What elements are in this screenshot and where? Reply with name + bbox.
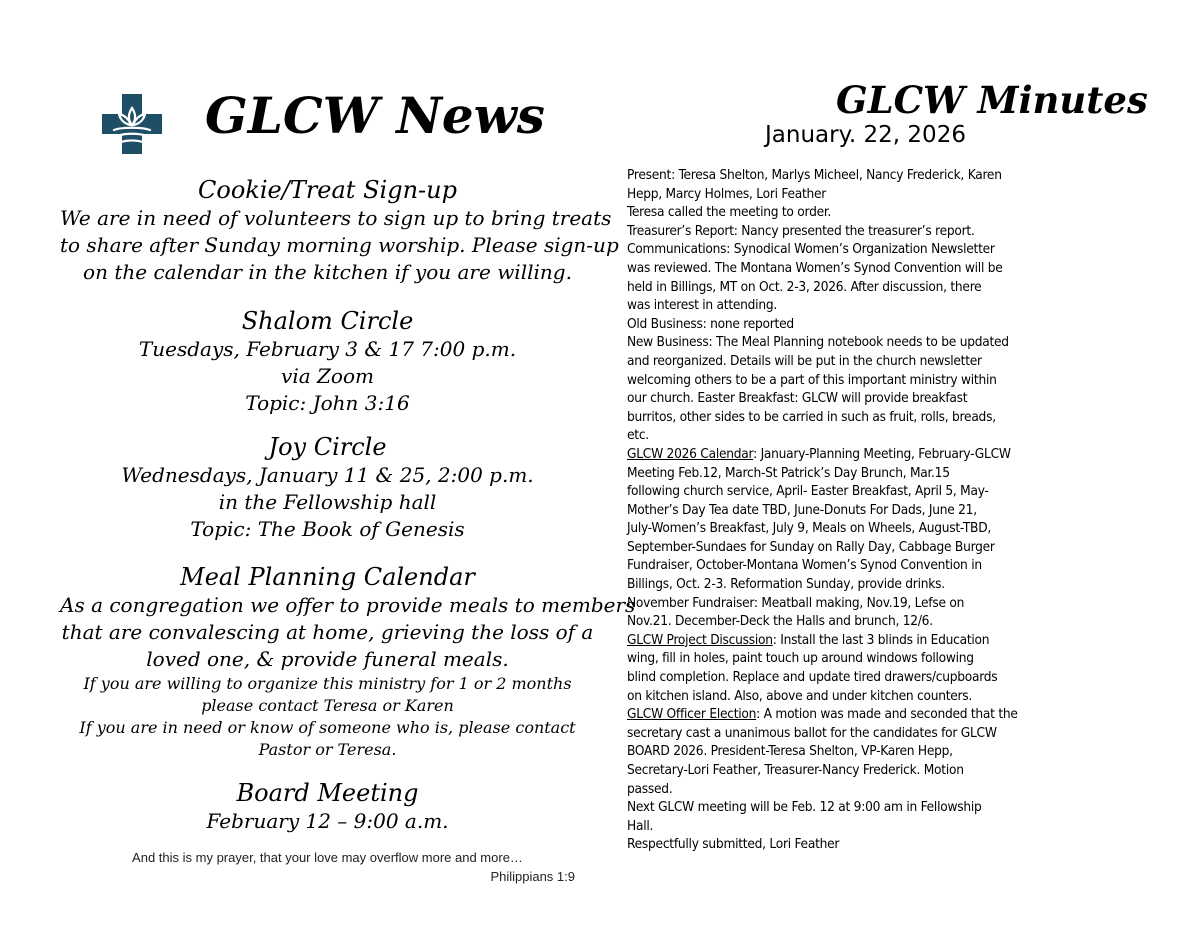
minutes-line: and reorganized. Details will be put in the church newsletter — [627, 352, 982, 369]
minutes-line: Old Business: none reported — [627, 315, 794, 332]
minutes-line: Respectfully submitted, Lori Feather — [627, 836, 840, 853]
cookie-line: We are in need of volunteers to sign up to bring treats — [60, 206, 612, 230]
shalom-heading: Shalom Circle — [241, 307, 414, 335]
minutes-line: New Business: The Meal Planning notebook needs to be updated — [627, 334, 1009, 351]
minutes-entry — [627, 631, 1127, 705]
minutes-line: passed. — [627, 780, 673, 797]
joy-line: Topic: The Book of Genesis — [190, 517, 465, 541]
minutes-line: etc. — [627, 427, 649, 444]
minutes-line: Teresa called the meeting to order. — [627, 204, 832, 221]
minutes-line: Billings, Oct. 2-3. Reformation Sunday, provide drinks. — [627, 576, 945, 593]
minutes-section-label: GLCW Project Discussion — [627, 631, 773, 648]
meal-line: that are convalescing at home, grieving the loss of a — [61, 620, 594, 644]
cookie-section — [60, 175, 619, 286]
board-line: February 12 – 9:00 a.m. — [206, 809, 449, 833]
cookie-line: to share after Sunday morning worship. Please sign-up — [60, 233, 619, 257]
minutes-line: our church. Easter Breakfast: GLCW will provide breakfast — [627, 390, 968, 407]
minutes-entry — [627, 222, 1127, 241]
meal-small-line: If you are in need or know of someone who is, please contact — [79, 718, 576, 737]
minutes-line: Present: Teresa Shelton, Marlys Micheel, Nancy Frederick, Karen — [627, 167, 1002, 183]
minutes-line: Hall. — [627, 817, 654, 834]
minutes-line — [627, 705, 1127, 724]
minutes-line: held in Billings, MT on Oct. 2-3, 2026. After discussion, there — [627, 278, 982, 295]
minutes-entry — [627, 166, 1127, 203]
minutes-line: BOARD 2026. President-Teresa Shelton, VP-Karen Hepp, — [627, 743, 953, 760]
news-title: GLCW News — [205, 86, 545, 145]
minutes-entry — [627, 333, 1127, 445]
minutes-line: Fundraiser, October-Montana Women’s Synod Convention in — [627, 557, 982, 574]
minutes-line: Meeting Feb.12, March-St Patrick’s Day Brunch, Mar.15 — [627, 464, 950, 481]
joy-line: in the Fellowship hall — [218, 490, 437, 514]
verse-text: And this is my prayer, that your love may overflow more and more… — [132, 850, 523, 865]
minutes-line: Next GLCW meeting will be Feb. 12 at 9:00 am in Fellowship — [627, 799, 982, 816]
verse — [60, 850, 595, 884]
meal-small-line: please contact Teresa or Karen — [201, 696, 454, 715]
minutes-entry — [627, 705, 1127, 798]
minutes-line: secretary cast a unanimous ballot for the candidates for GLCW — [627, 724, 997, 741]
minutes-entry — [627, 445, 1127, 631]
minutes-line: Secretary-Lori Feather, Treasurer-Nancy Frederick. Motion — [627, 762, 964, 778]
joy-section — [60, 432, 595, 543]
minutes-line-text: : Install the last 3 blinds in Education — [772, 631, 990, 648]
minutes-entry — [627, 315, 1127, 334]
joy-line: Wednesdays, January 11 & 25, 2:00 p.m. — [121, 463, 534, 487]
minutes-line: welcoming others to be a part of this important ministry within — [627, 371, 997, 388]
minutes-line: wing, fill in holes, paint touch up around windows following — [627, 650, 974, 667]
meal-line: loved one, & provide funeral meals. — [146, 647, 509, 671]
shalom-line: via Zoom — [281, 364, 374, 388]
meal-small-line: If you are willing to organize this ministry for 1 or 2 months — [83, 674, 572, 693]
minutes-line — [627, 445, 1127, 464]
shalom-line: Topic: John 3:16 — [245, 391, 410, 415]
board-heading: Board Meeting — [236, 779, 419, 807]
minutes-body — [627, 166, 1127, 854]
minutes-line: was reviewed. The Montana Women’s Synod Convention will be — [627, 259, 1003, 276]
meal-small-line: Pastor or Teresa. — [258, 740, 397, 759]
minutes-line: Treasurer’s Report: Nancy presented the treasurer’s report. — [627, 222, 975, 239]
cross-with-flower-icon — [102, 94, 162, 154]
minutes-section-label: GLCW Officer Election — [627, 706, 757, 723]
minutes-line: on kitchen island. Also, above and under kitchen counters. — [627, 687, 973, 704]
minutes-line: Nov.21. December-Deck the Halls and brunch, 12/6. — [627, 613, 933, 630]
minutes-line: burritos, other sides to be carried in such as fruit, rolls, breads, — [627, 408, 996, 425]
minutes-line: Mother’s Day Tea date TBD, June-Donuts For Dads, June 21, — [627, 501, 977, 518]
minutes-line: November Fundraiser: Meatball making, Nov.19, Lefse on — [627, 594, 965, 611]
shalom-section — [60, 306, 595, 417]
minutes-line: September-Sundaes for Sunday on Rally Day, Cabbage Burger — [627, 538, 995, 555]
minutes-entry — [627, 798, 1127, 835]
meal-section — [60, 562, 636, 761]
meal-heading: Meal Planning Calendar — [180, 563, 475, 591]
minutes-line — [627, 631, 1127, 650]
minutes-line: July-Women’s Breakfast, July 9, Meals on Wheels, August-TBD, — [627, 520, 991, 537]
minutes-date: January. 22, 2026 — [765, 122, 966, 148]
minutes-line: blind completion. Replace and update tired drawers/cupboards — [627, 669, 998, 686]
shalom-line: Tuesdays, February 3 & 17 7:00 p.m. — [138, 337, 517, 361]
minutes-line: following church service, April- Easter Breakfast, April 5, May- — [627, 483, 989, 500]
minutes-entry — [627, 240, 1127, 314]
minutes-section-label: GLCW 2026 Calendar — [627, 445, 754, 462]
minutes-entry — [627, 835, 1127, 854]
cookie-heading: Cookie/Treat Sign-up — [198, 176, 457, 204]
meal-line: As a congregation we offer to provide meals to members — [60, 593, 636, 617]
board-section — [60, 778, 595, 835]
minutes-title: GLCW Minutes — [836, 78, 1148, 122]
verse-reference: Philippians 1:9 — [490, 869, 575, 884]
minutes-line-text: : A motion was made and seconded that the — [756, 706, 1018, 723]
minutes-line: Communications: Synodical Women’s Organization Newsletter — [627, 241, 995, 258]
cookie-line: on the calendar in the kitchen if you are willing. — [83, 260, 572, 284]
joy-heading: Joy Circle — [268, 433, 387, 461]
minutes-line: Hepp, Marcy Holmes, Lori Feather — [627, 185, 827, 202]
minutes-line-text: : January-Planning Meeting, February-GLCW — [753, 445, 1011, 462]
minutes-entry — [627, 203, 1127, 222]
minutes-line: was interest in attending. — [627, 297, 777, 314]
